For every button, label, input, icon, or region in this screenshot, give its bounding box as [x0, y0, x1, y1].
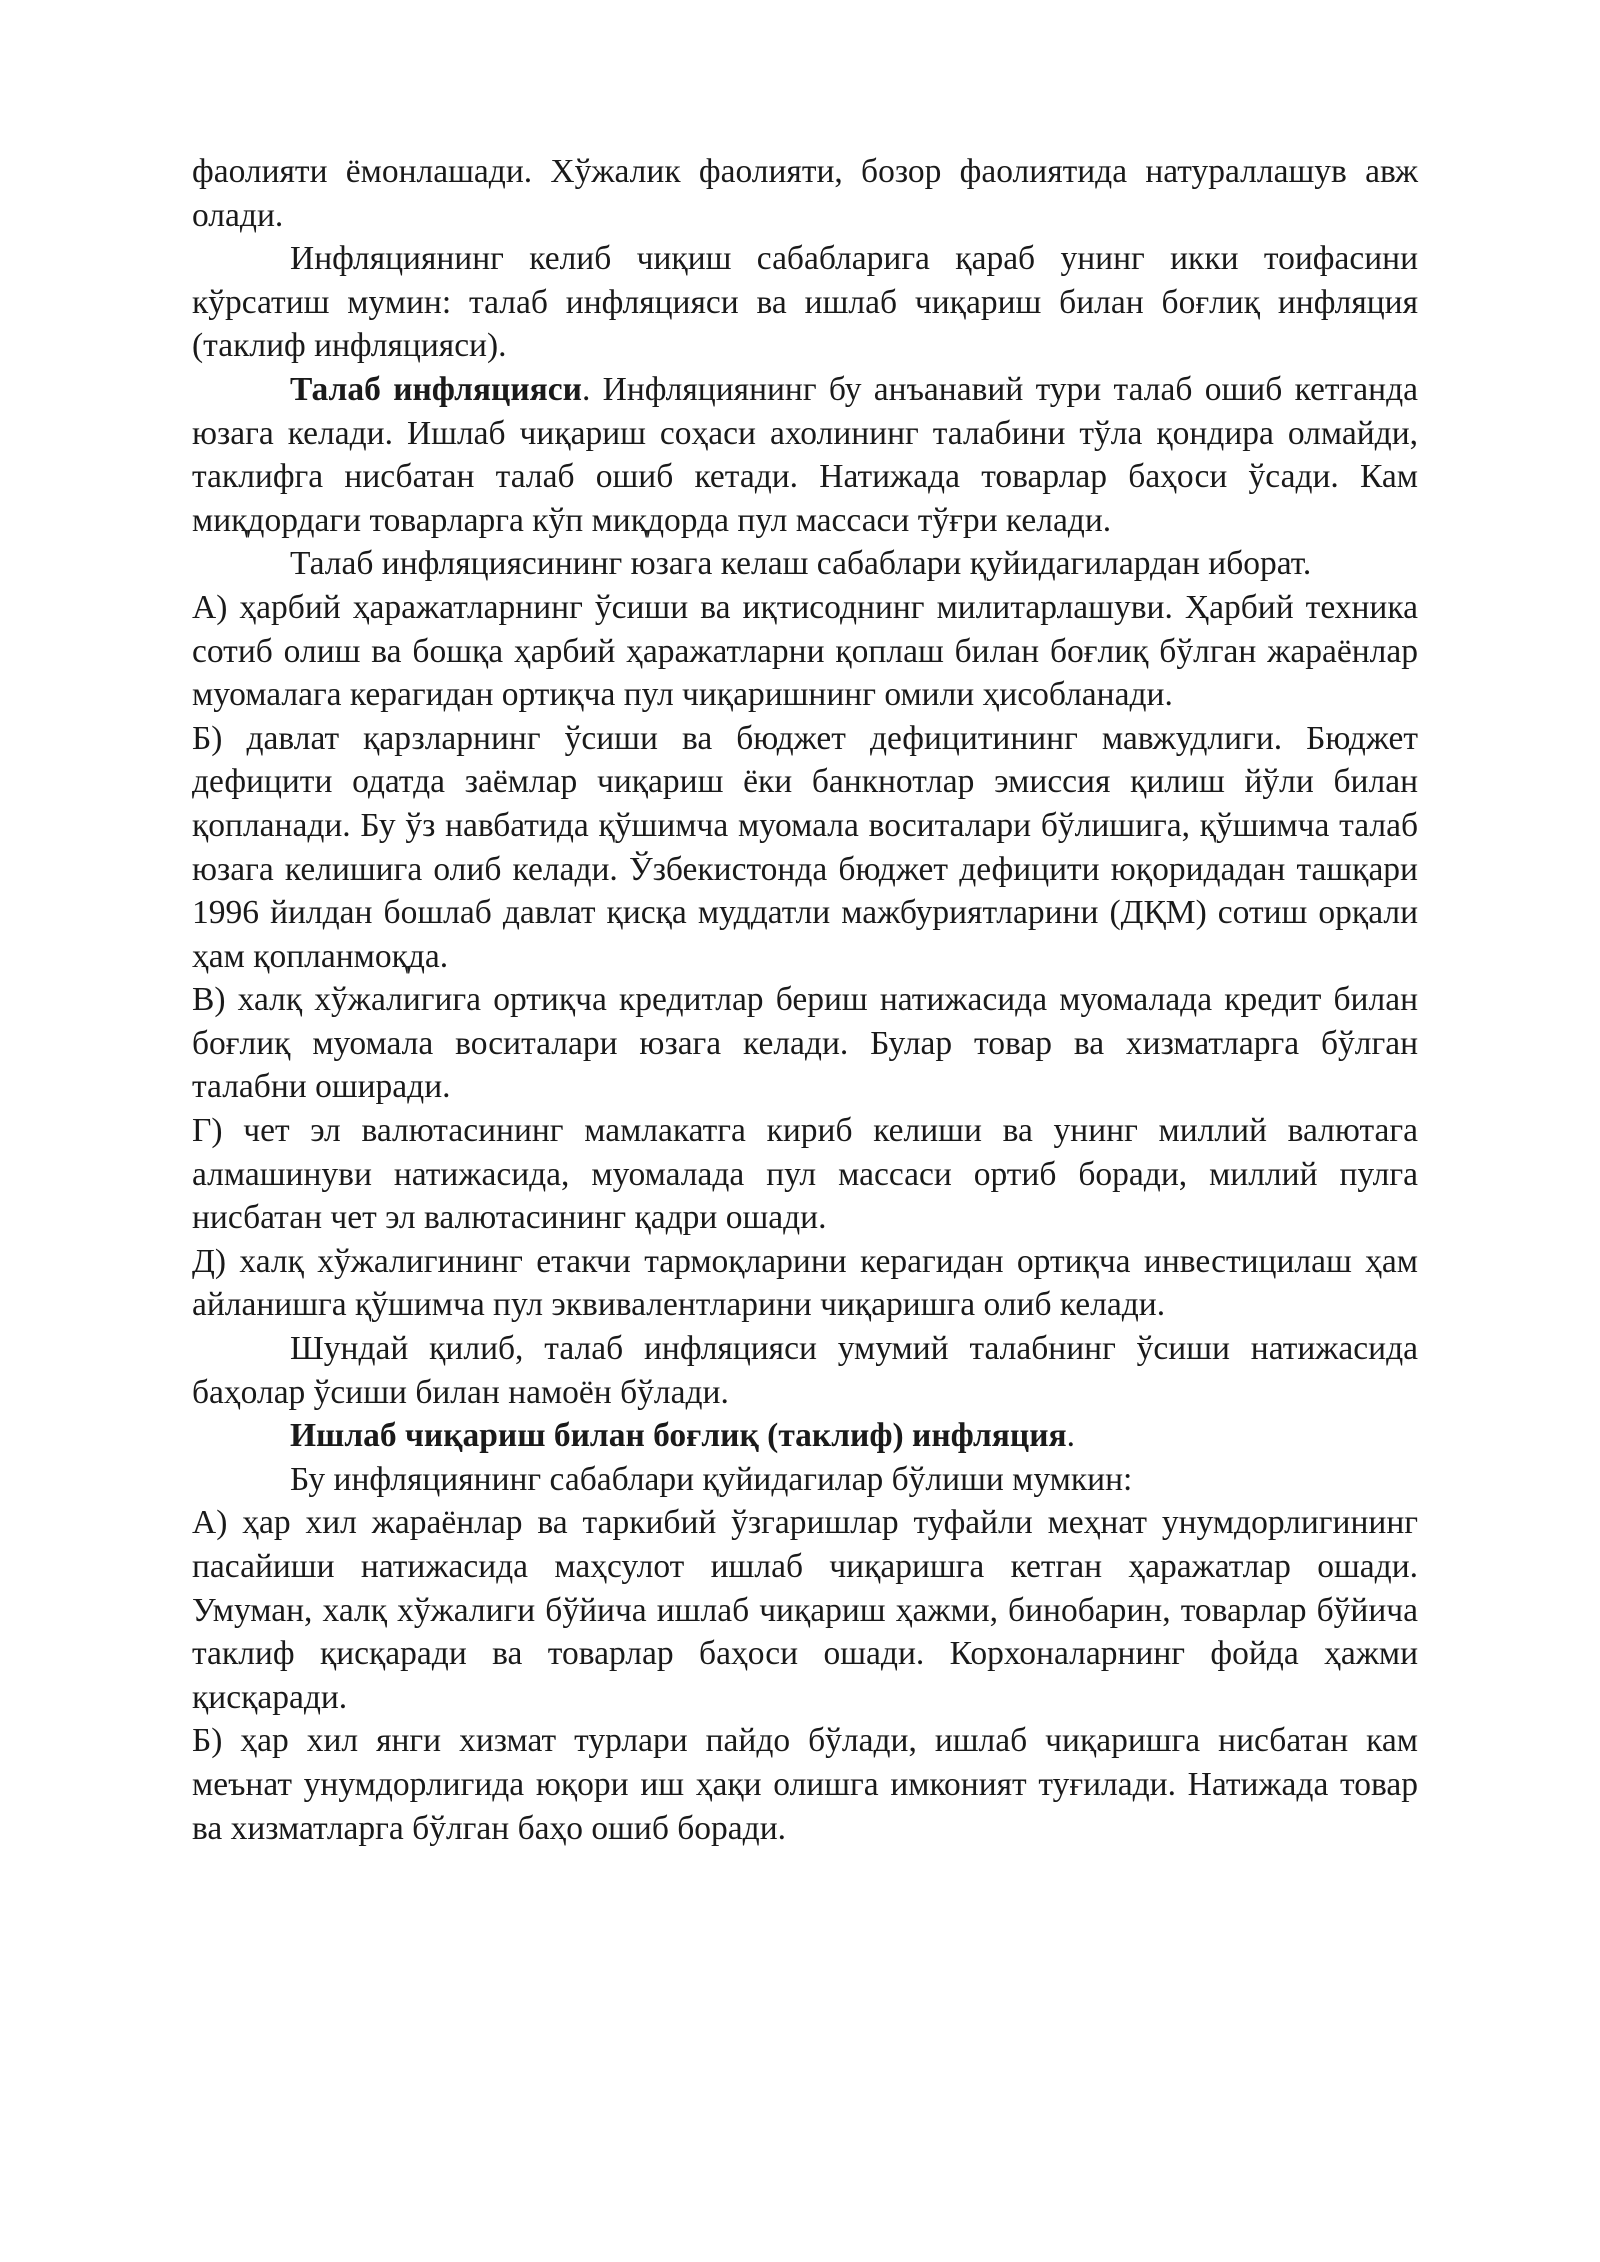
list-item-g: Г) чет эл валютасининг мамлакатга кириб келиши ва унинг миллий валютага алмашинуви натижасида, муомалада пул массаси ортиб боради, миллий пулга нисбатан чет эл валютасининг қадри ошади. [192, 1112, 1418, 1237]
paragraph-inflation-types: Инфляциянинг келиб чиқиш сабабларига қараб унинг икки тоифасини кўрсатиш мумин: талаб инфляцияси ва ишлаб чиқариш билан боғлиқ инфляция (таклиф инфляцияси). [192, 240, 1418, 365]
paragraph-demand-inflation [192, 368, 1418, 542]
paragraph-supply-causes: Бу инфляциянинг сабаблари қуйидагилар бўлиши мумкин: [290, 1460, 1133, 1498]
list-item-v: В) халқ хўжалигига ортиқча кредитлар бериш натижасида муомалада кредит билан боғлиқ муомала воситалари юзага келади. Булар товар ва хизматларга бўлган талабни оширади. [192, 981, 1418, 1106]
list-item-a: А) ҳарбий ҳаражатларнинг ўсиши ва иқтисоднинг милитарлашуви. Ҳарбий техника сотиб олиш ва бошқа ҳарбий ҳаражатларни қоплаш билан боғлиқ бўлган жараёнлар муомалага керагидан ортиқча пул чиқаришнинг омили ҳисобланади. [192, 588, 1418, 714]
list-item-supply-b: Б) ҳар хил янги хизмат турлари пайдо бўлади, ишлаб чиқаришга нисбатан кам меънат унумдорлигида юқори иш ҳақи олишга имконият туғилади. Натижада товар ва хизматларга бўлган баҳо ошиб боради. [192, 1722, 1418, 1847]
paragraph-summary: Шундай қилиб, талаб инфляцияси умумий талабнинг ўсиши натижасида баҳолар ўсиши билан намоён бўлади. [192, 1330, 1418, 1411]
heading-demand-inflation: Талаб инфляцияси [290, 370, 582, 408]
list-item-supply-a: А) ҳар хил жараёнлар ва таркибий ўзгаришлар туфайли меҳнат унумдорлигининг пасайиши натижасида маҳсулот ишлаб чиқаришга кетган ҳаражатлар ошади. Умуман, халқ хўжалиги бўйича ишлаб чиқариш ҳажми, бинобарин, товарлар бўйича таклиф қисқаради ва товарлар баҳоси ошади. Корхоналарнинг фойда ҳажми қисқаради. [192, 1504, 1418, 1716]
paragraph-continuation: фаолияти ёмонлашади. Хўжалик фаолияти, бозор фаолиятида натураллашув авж олади. [192, 153, 1418, 234]
heading-supply-inflation: Ишлаб чиқариш билан боғлиқ (таклиф) инфляция [290, 1417, 1067, 1455]
paragraph-demand-inflation-text: . Инфляциянинг бу анъанавий тури талаб ошиб кетганда юзага келади. Ишлаб чиқариш соҳаси ахолининг талабини тўла қондира олмайди, таклифга нисбатан талаб ошиб кетади. Натижада товарлар баҳоси ўсади. Кам миқдордаги товарларга кўп миқдорда пул массаси тўғри келади. [192, 370, 1418, 539]
paragraph-demand-causes: Талаб инфляциясининг юзага келаш сабаблари қуйидагилардан иборат. [290, 545, 1312, 583]
list-item-b: Б) давлат қарзларнинг ўсиши ва бюджет дефицитининг мавжудлиги. Бюджет дефицити одатда заёмлар чиқариш ёки банкнотлар эмиссия қилиш йўли билан қопланади. Бу ўз навбатида қўшимча муомала воситалари бўлишига, қўшимча талаб юзага келишига олиб келади. Ўзбекистонда бюджет дефицити юқоридадан ташқари 1996 йилдан бошлаб давлат қисқа муддатли мажбуриятларини (ДҚМ) сотиш орқали ҳам қопланмоқда. [192, 719, 1418, 975]
list-item-d: Д) халқ хўжалигининг етакчи тармоқларини керагидан ортиқча инвестицилаш ҳам айланишга қўшимча пул эквивалентларини чиқаришга олиб келади. [192, 1242, 1418, 1324]
heading-supply-inflation-period: . [1066, 1417, 1076, 1455]
document-page [192, 150, 1418, 1850]
paragraph-supply-heading [192, 1414, 1418, 1458]
